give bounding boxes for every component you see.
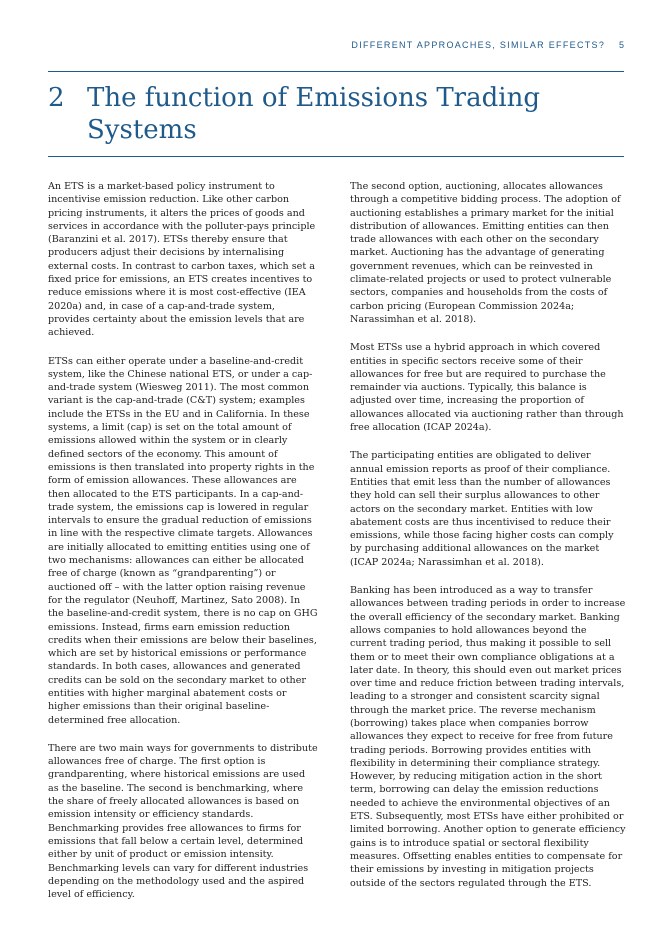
top-divider xyxy=(48,71,624,72)
paragraph: There are two main ways for governments to distribute allowances free of charge. The first option is grandparenting, where historical emissions are used as the baseline. The second is benchmarking, where the share of freely allocated allowances is based on emission intensity or efficiency standards. Benchmarking provides free allowances to firms for emissions that fall below a certain level, determined either by unit of product or emission intensity. Benchmarking levels can vary for different industries depending on the methodology used and the aspired level of efficiency. xyxy=(48,742,318,901)
running-header xyxy=(48,40,624,50)
paragraph: The second option, auctioning, allocates allowances through a competitive bidding process. The adoption of auctioning establishes a primary market for the initial distribution of allowances. Emitting entities can then trade allowances with each other on the secondary market. Auctioning has the advantage of generating government revenues, which can be reinvested in climate-related projects or used to protect vulnerable sectors, companies and households from the costs of carbon pricing (European Commission 2024a; Narassimhan et al. 2018). xyxy=(350,181,621,325)
chapter-title: The function of Emissions Trading Systems xyxy=(87,83,540,145)
page-number: 5 xyxy=(618,40,624,50)
running-title: DIFFERENT APPROACHES, SIMILAR EFFECTS? xyxy=(351,40,606,50)
paragraph: The participating entities are obligated to deliver annual emission reports as proof of their compliance. Entities that emit less than the number of allowances they hold can sell their surplus allowances to other actors on the secondary market. Entities with low abatement costs are thus incentivised to reduce their emissions, while those facing higher costs can comply by purchasing additional allowances on the market (ICAP 2024a; Narassimhan et al. 2018). xyxy=(350,450,614,568)
right-column xyxy=(350,180,626,905)
bottom-divider xyxy=(48,156,624,157)
chapter-heading xyxy=(48,82,624,146)
paragraph: Banking has been introduced as a way to transfer allowances between trading periods in order to increase the overall efficiency of the secondary market. Banking allows companies to hold allowances beyond the current trading period, thus making it possible to sell them or to meet their own compliance obligations at a later date. In theory, this should even out market prices over time and reduce friction between trading intervals, leading to a stronger and consistent scarcity signal through the market price. The reverse mechanism (borrowing) takes place when companies borrow allowances they expect to receive for free from future trading periods. Borrowing provides entities with flexibility in determining their compliance strategy. However, by reducing mitigation action in the short term, borrowing can delay the emission reductions needed to achieve the environmental objectives of an ETS. Subsequently, most ETSs have either prohibited or limited borrowing. Another option to generate efficiency gains is to introduce spatial or sectoral flexibility measures. Offsetting enables entities to compensate for their emissions by investing in mitigation projects outside of the sectors regulated through the ETS. xyxy=(350,585,626,889)
paragraph: An ETS is a market-based policy instrument to incentivise emission reduction. Like other carbon pricing instruments, it alters the prices of goods and services in accordance with the polluter-pays principle (Baranzini et al. 2017). ETSs thereby ensure that producers adjust their decisions by internalising external costs. In contrast to carbon taxes, which set a fixed price for emissions, an ETS creates incentives to reduce emissions where it is most cost-effective (IEA 2020a) and, in case of a cap-and-trade system, provides certainty about the emission levels that are achieved. xyxy=(48,181,316,339)
chapter-number: 2 xyxy=(48,83,65,113)
left-column xyxy=(48,180,318,916)
paragraph: ETSs can either operate under a baseline-and-credit system, like the Chinese national ETS, or under a cap-and-trade system (Wiesweg 2011). The most common variant is the cap-and-trade (C&T) system; examples include the ETSs in the EU and in California. In these systems, a limit (cap) is set on the total amount of emissions allowed within the system or in clearly defined sectors of the economy. This amount of emissions is then translated into property rights in the form of emission allowances. These allowances are then allocated to the ETS participants. In a cap-and-trade system, the emissions cap is lowered in regular intervals to ensure the gradual reduction of emissions in line with the respective climate targets. Allowances are initially allocated to emitting entities using one of two mechanisms: allowances can either be allocated free of charge (known as “grandparenting”) or auctioned off – with the latter option raising revenue for the regulator (Neuhoff, Martinez, Sato 2008). In the baseline-and-credit system, there is no cap on GHG emissions. Instead, firms earn emission reduction credits when their emissions are below their baselines, which are set by historical emissions or performance standards. In both cases, allowances and generated credits can be sold on the secondary market to other entities with higher marginal abatement costs or higher emissions than their original baseline-determined free allocation. xyxy=(48,355,318,726)
paragraph: Most ETSs use a hybrid approach in which covered entities in specific sectors receive some of their allowances for free but are required to purchase the remainder via auctions. Typically, this balance is adjusted over time, increasing the proportion of allowances allocated via auctioning rather than through free allocation (ICAP 2024a). xyxy=(350,342,624,434)
